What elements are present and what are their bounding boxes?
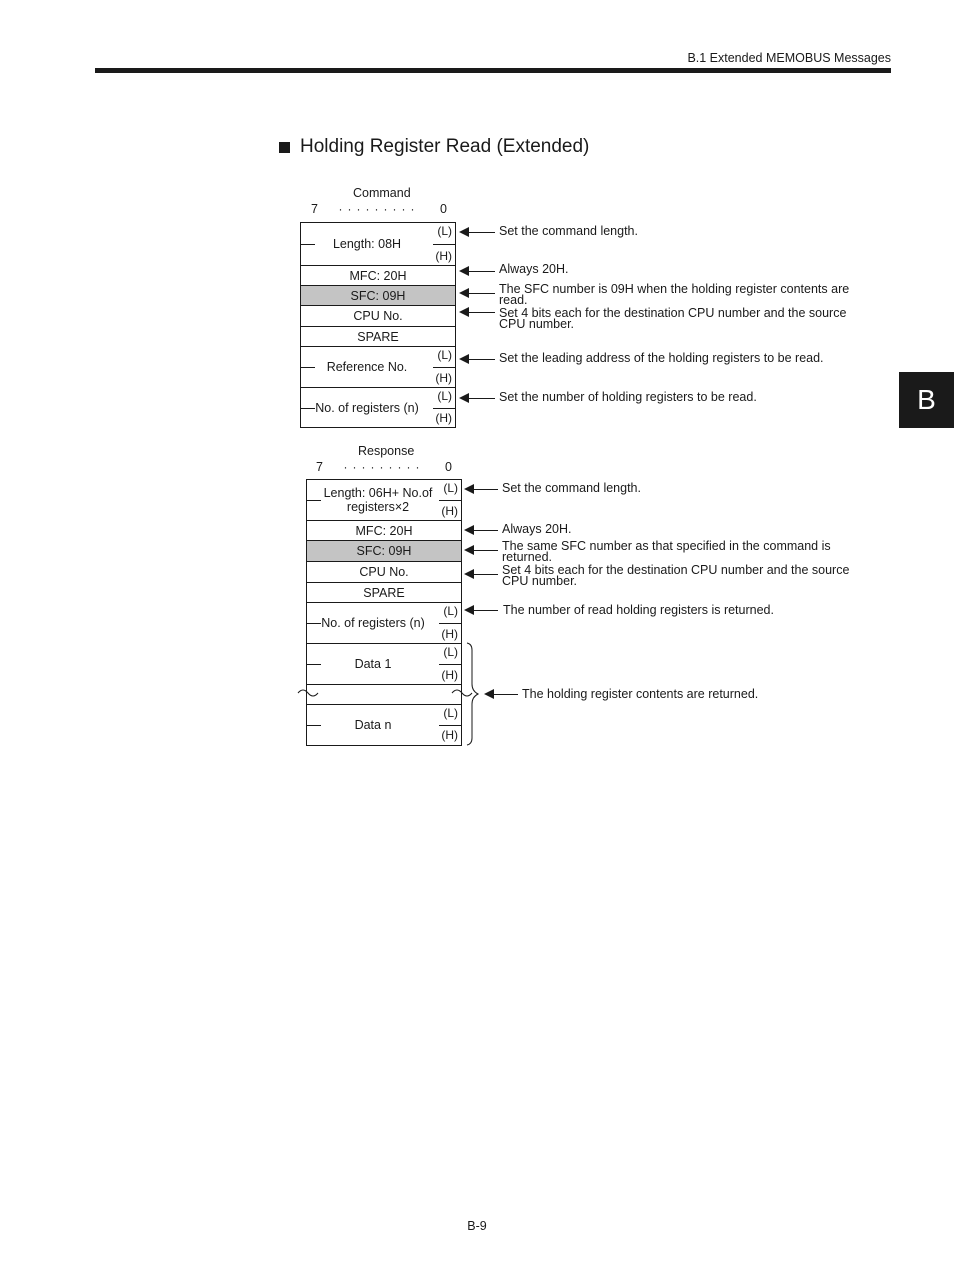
command-note-registers: Set the number of holding registers to be read. xyxy=(499,390,757,404)
curly-brace-icon xyxy=(467,643,478,745)
data-range-brace xyxy=(296,640,496,750)
command-note-sfc: The SFC number is 09H when the holding register contents are read. xyxy=(499,282,850,307)
bit-dots: ········· xyxy=(343,460,425,474)
row-text: Data 1 xyxy=(354,657,392,671)
response-bit-low: 0 xyxy=(445,460,452,474)
arrow-left-icon xyxy=(459,307,495,317)
arrow-left-icon xyxy=(464,545,498,555)
row-text: SFC: 09H xyxy=(356,544,412,558)
high-byte-tag: (H) xyxy=(441,504,458,518)
row-text: Data n xyxy=(354,717,392,732)
command-bit-high: 7 xyxy=(311,202,318,216)
response-note-cpu: Set 4 bits each for the destination CPU number and the source CPU number. xyxy=(502,563,850,588)
command-note-length: Set the command length. xyxy=(499,224,638,238)
row-text: No. of registers (n) xyxy=(315,400,419,415)
header-rule xyxy=(95,68,891,73)
command-row-reference xyxy=(301,346,455,387)
command-row-spare xyxy=(301,326,455,346)
command-note-reference: Set the leading address of the holding registers to be read. xyxy=(499,351,824,365)
command-row-sfc xyxy=(301,285,455,305)
command-frame-table xyxy=(300,222,456,428)
command-bit-scale xyxy=(311,202,447,216)
row-text: SPARE xyxy=(357,329,399,344)
row-text: Length: 06H+ No.of registers×2 xyxy=(323,486,433,514)
response-note-registers: The number of read holding registers is returned. xyxy=(503,603,774,617)
row-text: SFC: 09H xyxy=(350,288,406,303)
low-byte-tag: (L) xyxy=(443,645,458,659)
arrow-left-icon xyxy=(484,689,518,699)
section-title-text: Holding Register Read (Extended) xyxy=(300,136,590,157)
byte-divider xyxy=(433,408,455,409)
break-mark-right-icon xyxy=(452,690,472,696)
high-byte-tag: (H) xyxy=(435,371,452,385)
low-byte-tag: (L) xyxy=(443,481,458,495)
high-byte-tag: (H) xyxy=(435,411,452,425)
arrow-left-icon xyxy=(459,288,495,298)
high-byte-tag: (H) xyxy=(441,728,458,742)
arrow-left-icon xyxy=(459,227,495,237)
high-byte-tag: (H) xyxy=(441,668,458,682)
response-row-sfc xyxy=(307,540,461,561)
page-number: B-9 xyxy=(467,1219,487,1233)
arrow-left-icon xyxy=(459,266,495,276)
response-bit-high: 7 xyxy=(316,460,323,474)
low-byte-tag: (L) xyxy=(437,224,452,238)
command-note-cpu: Set 4 bits each for the destination CPU number and the source CPU number. xyxy=(499,306,847,331)
command-bit-low: 0 xyxy=(440,202,447,216)
row-text: MFC: 20H xyxy=(349,268,407,283)
bit-dots: ········· xyxy=(338,202,420,216)
byte-divider xyxy=(439,623,461,624)
row-text: Reference No. xyxy=(326,360,408,374)
response-row-mfc xyxy=(307,520,461,540)
command-note-mfc: Always 20H. xyxy=(499,262,569,276)
low-byte-tag: (L) xyxy=(443,706,458,720)
byte-divider xyxy=(439,500,461,501)
command-row-cpu xyxy=(301,305,455,326)
arrow-left-icon xyxy=(459,393,495,403)
row-text: CPU No. xyxy=(359,565,409,579)
response-bit-scale xyxy=(316,460,452,474)
row-text: Length: 08H xyxy=(332,237,402,251)
break-mark-left-icon xyxy=(298,690,318,696)
command-row-length xyxy=(301,223,455,265)
running-header: B.1 Extended MEMOBUS Messages xyxy=(687,51,891,65)
response-note-sfc: The same SFC number as that specified in the command is returned. xyxy=(502,539,831,564)
section-title xyxy=(279,136,589,158)
low-byte-tag: (L) xyxy=(437,348,452,362)
arrow-left-icon xyxy=(464,484,498,494)
response-label: Response xyxy=(358,444,415,458)
high-byte-tag: (H) xyxy=(441,627,458,641)
high-byte-tag: (H) xyxy=(435,249,452,263)
row-text: CPU No. xyxy=(353,309,403,323)
arrow-left-icon xyxy=(464,605,498,615)
square-bullet-icon xyxy=(279,142,290,153)
row-text: MFC: 20H xyxy=(355,523,413,538)
byte-divider xyxy=(433,244,455,245)
response-row-registers xyxy=(307,602,461,643)
byte-divider xyxy=(433,367,455,368)
response-note-data: The holding register contents are returned. xyxy=(522,687,759,701)
response-row-length xyxy=(307,480,461,520)
row-text: SPARE xyxy=(363,585,405,600)
response-row-spare xyxy=(307,582,461,602)
low-byte-tag: (L) xyxy=(437,389,452,403)
chapter-tab: B xyxy=(899,372,954,428)
response-note-length: Set the command length. xyxy=(502,481,641,495)
response-note-mfc: Always 20H. xyxy=(502,522,572,536)
command-label: Command xyxy=(353,186,411,200)
row-text: No. of registers (n) xyxy=(321,616,425,630)
command-row-mfc xyxy=(301,265,455,285)
low-byte-tag: (L) xyxy=(443,604,458,618)
response-row-cpu xyxy=(307,561,461,582)
arrow-left-icon xyxy=(464,569,498,579)
arrow-left-icon xyxy=(464,525,498,535)
arrow-left-icon xyxy=(459,354,495,364)
command-row-registers xyxy=(301,387,455,427)
